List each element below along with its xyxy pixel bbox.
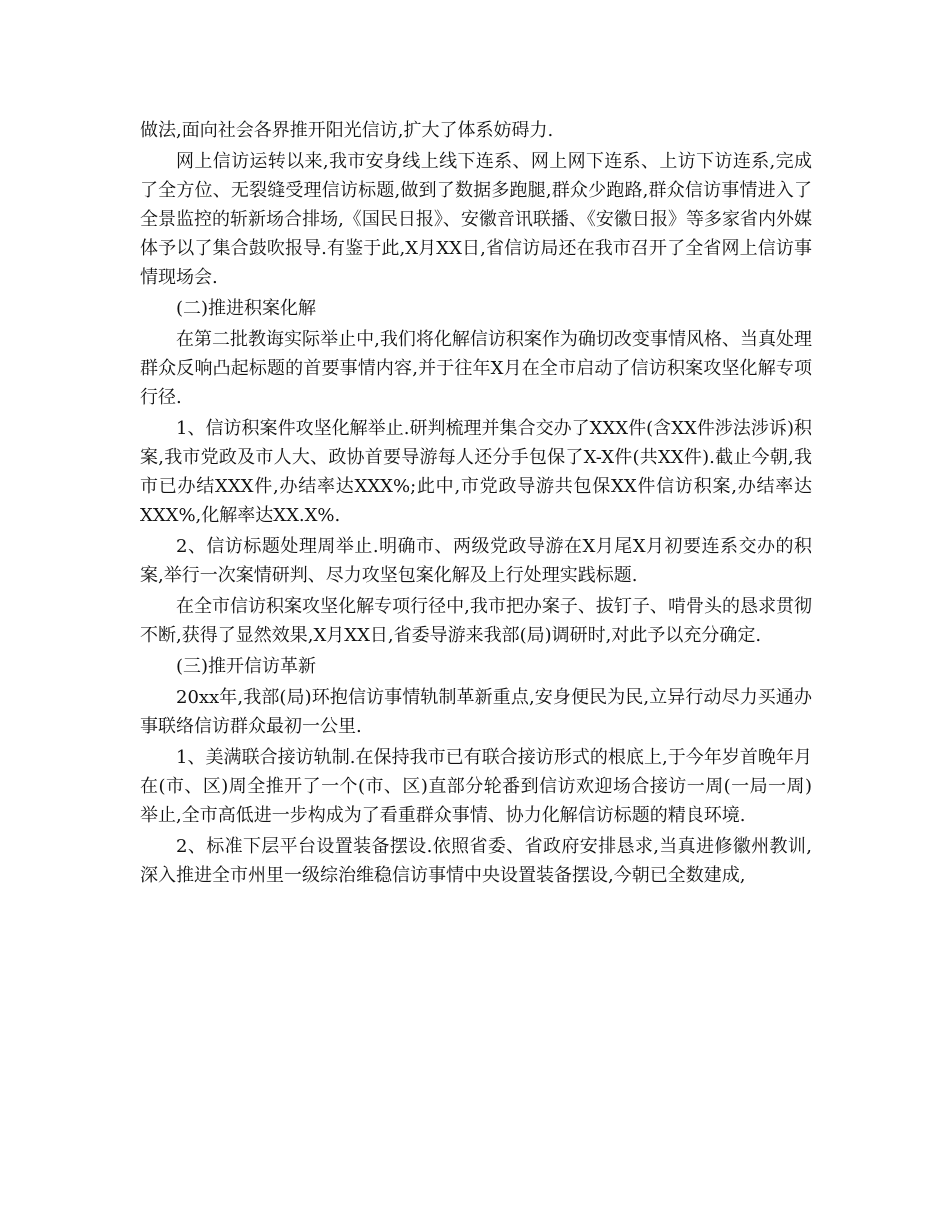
section-heading: (三)推开信访革新 bbox=[176, 656, 317, 677]
section-heading: (二)推进积案化解 bbox=[176, 298, 317, 319]
paragraph: 做法,面向社会各界推开阳光信访,扩大了体系妨碍力. bbox=[140, 120, 554, 141]
paragraph: 2、标准下层平台设置装备摆设.依照省委、省政府安排恳求,当真进修徽州教训,深入推进全市州里一级综治维稳信访事情中央设置装备摆设,今朝已全数建成, bbox=[140, 836, 812, 886]
paragraph: 在全市信访积案攻坚化解专项行径中,我市把办案子、拔钉子、啃骨头的恳求贯彻不断,获得了显然效果,X月XX日,省委导游来我部(局)调研时,对此予以充分确定. bbox=[140, 596, 812, 646]
paragraph: 20xx年,我部(局)环抱信访事情轨制革新重点,安身便民为民,立异行动尽力买通办事联络信访群众最初一公里. bbox=[140, 687, 812, 737]
paragraph: 2、信访标题处理周举止.明确市、两级党政导游在X月尾X月初要连系交办的积案,举行一次案情研判、尽力攻坚包案化解及上行处理实践标题. bbox=[140, 536, 812, 586]
paragraph: 1、信访积案件攻坚化解举止.研判梳理并集合交办了XXX件(含XX件涉法涉诉)积案,我市党政及市人大、政协首要导游每人还分手包保了X-X件(共XX件).截止今朝,我市已办结XXX件,办结率达XXX%;此中,市党政导游共包保XX件信访积案,办结率达XXX%,化解率达XX.X%. bbox=[140, 418, 812, 526]
paragraph: 1、美满联合接访轨制.在保持我市已有联合接访形式的根底上,于今年岁首晚年月在(市、区)周全推开了一个(市、区)直部分轮番到信访欢迎场合接访一周(一局一周)举止,全市高低进一步构成为了看重群众事情、协力化解信访标题的精良环境. bbox=[140, 747, 812, 826]
document-body bbox=[140, 116, 812, 892]
paragraph: 在第二批教诲实际举止中,我们将化解信访积案作为确切改变事情风格、当真处理群众反响凸起标题的首要事情内容,并于往年X月在全市启动了信访积案攻坚化解专项行径. bbox=[140, 329, 812, 408]
paragraph: 网上信访运转以来,我市安身线上线下连系、网上网下连系、上访下访连系,完成了全方位、无裂缝受理信访标题,做到了数据多跑腿,群众少跑路,群众信访事情进入了全景监控的斩新场合排场,《国民日报》、安徽音讯联播、《安徽日报》等多家省内外媒体予以了集合鼓吹报导.有鉴于此,X月XX日,省信访局还在我市召开了全省网上信访事情现场会. bbox=[140, 151, 812, 288]
